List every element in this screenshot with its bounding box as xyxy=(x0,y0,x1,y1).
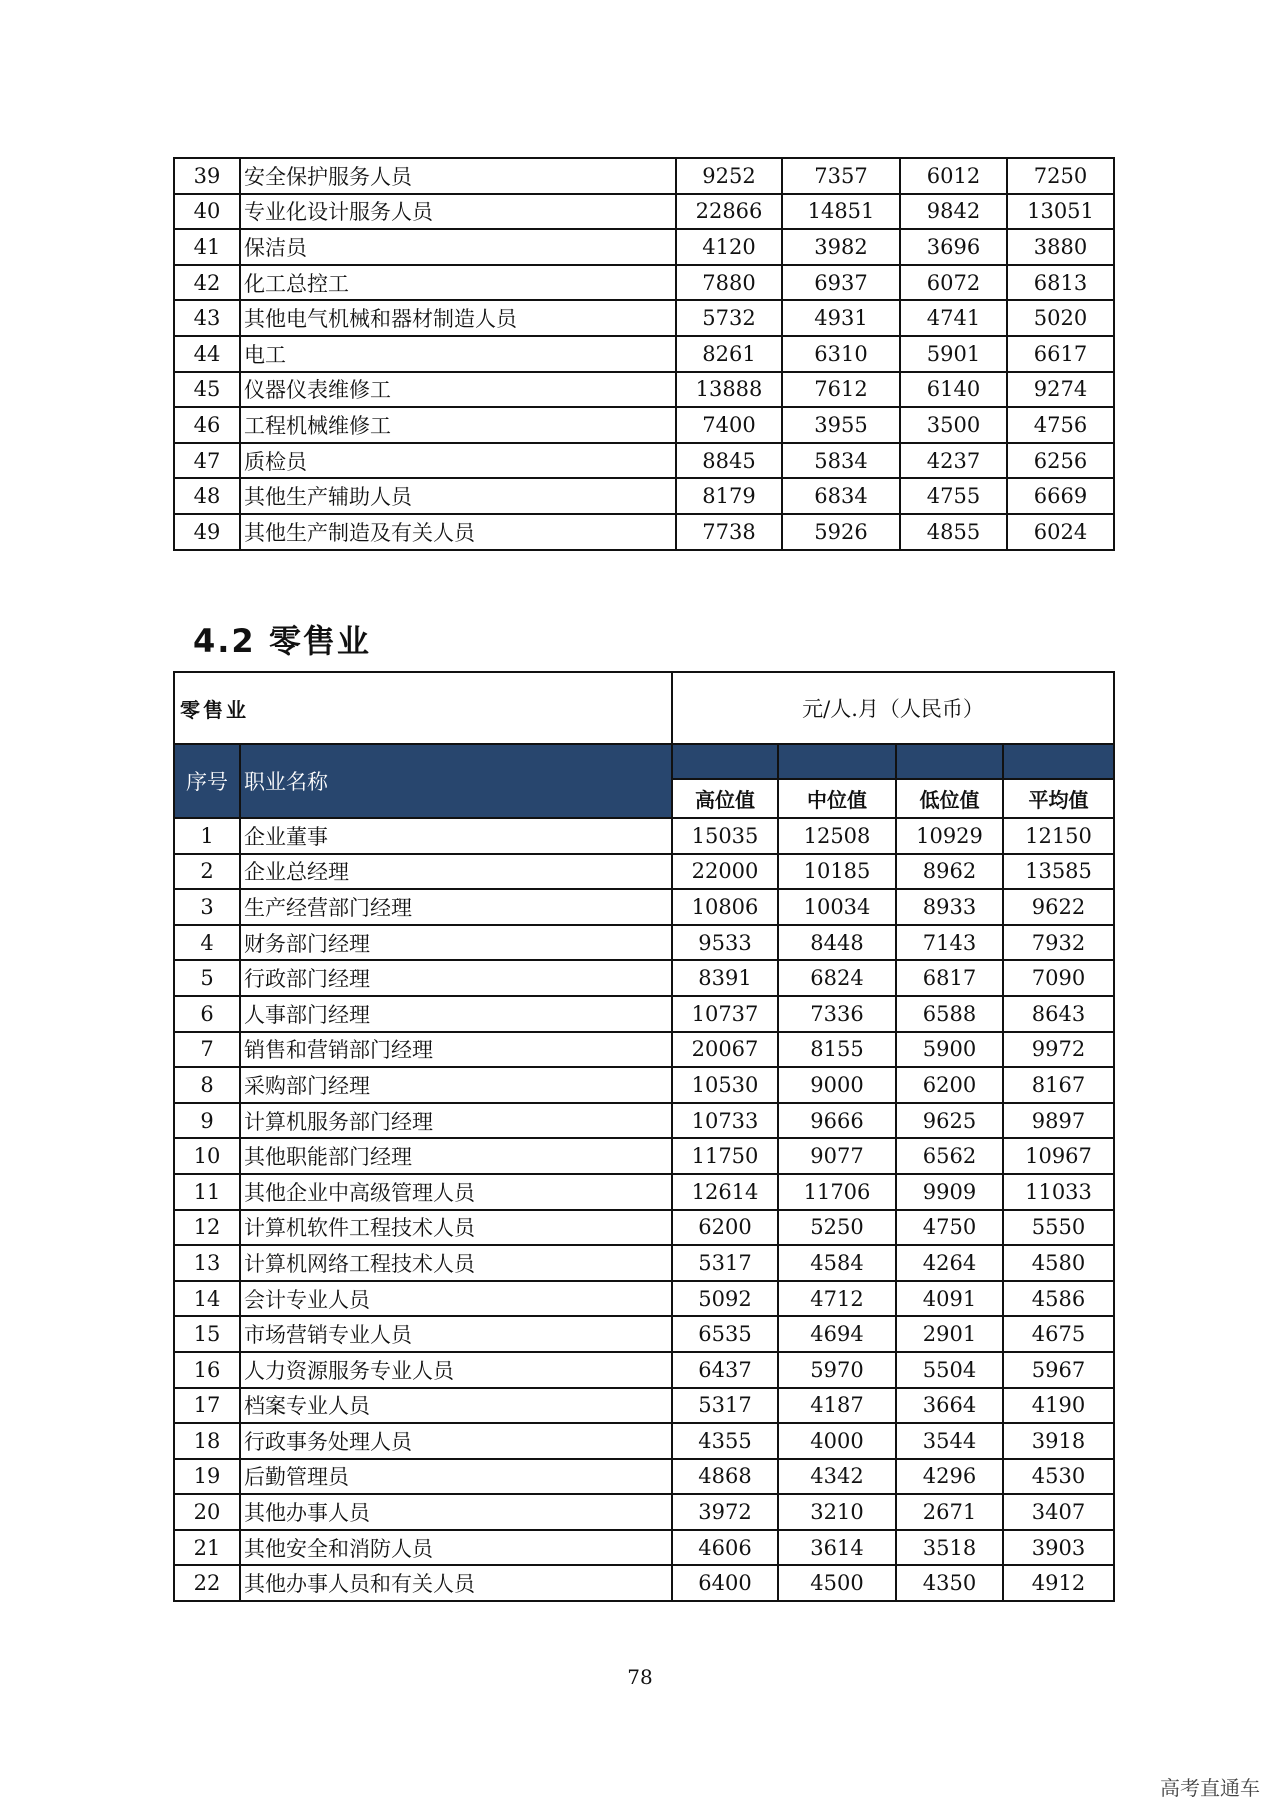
cell-high: 11750 xyxy=(672,1138,778,1174)
cell-mid: 4694 xyxy=(778,1316,896,1352)
cell-high: 8261 xyxy=(676,336,782,372)
table-row xyxy=(174,1388,1114,1424)
cell-occupation: 安全保护服务人员 xyxy=(240,158,676,194)
cell-mid: 6824 xyxy=(778,960,896,996)
cell-avg: 4756 xyxy=(1007,407,1114,443)
cell-occupation: 计算机服务部门经理 xyxy=(240,1103,672,1139)
cell-high: 10530 xyxy=(672,1067,778,1103)
column-header-mid: 中位值 xyxy=(778,779,896,818)
cell-avg: 6813 xyxy=(1007,265,1114,301)
table-row xyxy=(174,514,1114,550)
cell-avg: 7932 xyxy=(1003,925,1114,961)
cell-mid: 7357 xyxy=(782,158,900,194)
cell-high: 6437 xyxy=(672,1352,778,1388)
cell-index: 8 xyxy=(174,1067,240,1103)
cell-occupation: 计算机网络工程技术人员 xyxy=(240,1245,672,1281)
column-header-name: 职业名称 xyxy=(240,744,672,818)
cell-index: 13 xyxy=(174,1245,240,1281)
cell-high: 10733 xyxy=(672,1103,778,1139)
cell-low: 6562 xyxy=(896,1138,1003,1174)
cell-index: 48 xyxy=(174,478,240,514)
table-row xyxy=(174,1530,1114,1566)
watermark: 高考直通车 xyxy=(1160,1776,1260,1800)
table-row xyxy=(174,1316,1114,1352)
cell-low: 4750 xyxy=(896,1210,1003,1246)
table-row xyxy=(174,407,1114,443)
cell-index: 2 xyxy=(174,854,240,890)
cell-index: 45 xyxy=(174,372,240,408)
occupation-salary-table-continued xyxy=(173,157,1115,551)
cell-low: 4755 xyxy=(900,478,1007,514)
cell-mid: 4342 xyxy=(778,1459,896,1495)
cell-avg: 3407 xyxy=(1003,1494,1114,1530)
cell-low: 6588 xyxy=(896,996,1003,1032)
table-row xyxy=(174,1032,1114,1068)
cell-mid: 11706 xyxy=(778,1174,896,1210)
column-header-low: 低位值 xyxy=(896,779,1003,818)
cell-mid: 3982 xyxy=(782,229,900,265)
cell-occupation: 化工总控工 xyxy=(240,265,676,301)
cell-low: 3500 xyxy=(900,407,1007,443)
cell-high: 20067 xyxy=(672,1032,778,1068)
cell-high: 5317 xyxy=(672,1388,778,1424)
cell-low: 3696 xyxy=(900,229,1007,265)
cell-avg: 6669 xyxy=(1007,478,1114,514)
table-row xyxy=(174,854,1114,890)
table-row xyxy=(174,1067,1114,1103)
table-row xyxy=(174,1459,1114,1495)
cell-index: 5 xyxy=(174,960,240,996)
cell-occupation: 生产经营部门经理 xyxy=(240,889,672,925)
cell-avg: 8167 xyxy=(1003,1067,1114,1103)
cell-low: 3664 xyxy=(896,1388,1003,1424)
cell-low: 4091 xyxy=(896,1281,1003,1317)
unit-label: 元/人.月（人民币） xyxy=(672,672,1114,744)
table-row xyxy=(174,229,1114,265)
cell-avg: 5967 xyxy=(1003,1352,1114,1388)
cell-index: 1 xyxy=(174,818,240,854)
cell-avg: 11033 xyxy=(1003,1174,1114,1210)
cell-avg: 10967 xyxy=(1003,1138,1114,1174)
cell-index: 41 xyxy=(174,229,240,265)
cell-index: 47 xyxy=(174,443,240,479)
cell-avg: 13585 xyxy=(1003,854,1114,890)
cell-mid: 9666 xyxy=(778,1103,896,1139)
cell-mid: 9000 xyxy=(778,1067,896,1103)
cell-low: 10929 xyxy=(896,818,1003,854)
cell-mid: 9077 xyxy=(778,1138,896,1174)
table-row xyxy=(174,925,1114,961)
cell-high: 13888 xyxy=(676,372,782,408)
cell-avg: 12150 xyxy=(1003,818,1114,854)
cell-occupation: 市场营销专业人员 xyxy=(240,1316,672,1352)
cell-low: 4855 xyxy=(900,514,1007,550)
retail-salary-table xyxy=(173,671,1115,1602)
header-row-title xyxy=(174,672,1114,744)
cell-high: 22866 xyxy=(676,194,782,230)
cell-index: 22 xyxy=(174,1565,240,1601)
header-row-navy xyxy=(174,744,1114,779)
cell-high: 7738 xyxy=(676,514,782,550)
cell-mid: 10034 xyxy=(778,889,896,925)
cell-index: 49 xyxy=(174,514,240,550)
table-row xyxy=(174,372,1114,408)
cell-index: 20 xyxy=(174,1494,240,1530)
cell-mid: 4712 xyxy=(778,1281,896,1317)
cell-index: 3 xyxy=(174,889,240,925)
cell-low: 4350 xyxy=(896,1565,1003,1601)
cell-mid: 3955 xyxy=(782,407,900,443)
cell-avg: 5020 xyxy=(1007,300,1114,336)
cell-mid: 6937 xyxy=(782,265,900,301)
cell-occupation: 行政事务处理人员 xyxy=(240,1423,672,1459)
cell-low: 4741 xyxy=(900,300,1007,336)
cell-mid: 7336 xyxy=(778,996,896,1032)
cell-index: 43 xyxy=(174,300,240,336)
cell-occupation: 其他安全和消防人员 xyxy=(240,1530,672,1566)
cell-index: 15 xyxy=(174,1316,240,1352)
cell-low: 6817 xyxy=(896,960,1003,996)
cell-high: 5732 xyxy=(676,300,782,336)
cell-mid: 3614 xyxy=(778,1530,896,1566)
cell-low: 6012 xyxy=(900,158,1007,194)
cell-occupation: 其他生产辅助人员 xyxy=(240,478,676,514)
cell-high: 8179 xyxy=(676,478,782,514)
cell-avg: 4190 xyxy=(1003,1388,1114,1424)
cell-mid: 6834 xyxy=(782,478,900,514)
cell-high: 7880 xyxy=(676,265,782,301)
cell-low: 5901 xyxy=(900,336,1007,372)
cell-high: 10806 xyxy=(672,889,778,925)
table-row xyxy=(174,1138,1114,1174)
table-row xyxy=(174,300,1114,336)
cell-index: 4 xyxy=(174,925,240,961)
page-number: 78 xyxy=(627,1665,653,1689)
table-row xyxy=(174,1281,1114,1317)
table-row xyxy=(174,818,1114,854)
cell-occupation: 企业总经理 xyxy=(240,854,672,890)
header-band-cell xyxy=(778,744,896,779)
cell-occupation: 会计专业人员 xyxy=(240,1281,672,1317)
cell-low: 6072 xyxy=(900,265,1007,301)
cell-mid: 4000 xyxy=(778,1423,896,1459)
cell-high: 3972 xyxy=(672,1494,778,1530)
cell-avg: 4586 xyxy=(1003,1281,1114,1317)
cell-occupation: 仪器仪表维修工 xyxy=(240,372,676,408)
table-row xyxy=(174,265,1114,301)
cell-high: 6200 xyxy=(672,1210,778,1246)
cell-index: 10 xyxy=(174,1138,240,1174)
cell-low: 5504 xyxy=(896,1352,1003,1388)
cell-low: 3544 xyxy=(896,1423,1003,1459)
cell-occupation: 工程机械维修工 xyxy=(240,407,676,443)
cell-avg: 7250 xyxy=(1007,158,1114,194)
cell-high: 6400 xyxy=(672,1565,778,1601)
cell-high: 4868 xyxy=(672,1459,778,1495)
column-header-avg: 平均值 xyxy=(1003,779,1114,818)
cell-high: 7400 xyxy=(676,407,782,443)
cell-mid: 12508 xyxy=(778,818,896,854)
section-heading: 4.2 零售业 xyxy=(193,622,371,660)
cell-high: 4606 xyxy=(672,1530,778,1566)
cell-mid: 3210 xyxy=(778,1494,896,1530)
cell-low: 5900 xyxy=(896,1032,1003,1068)
table-row xyxy=(174,1245,1114,1281)
cell-mid: 4584 xyxy=(778,1245,896,1281)
cell-index: 21 xyxy=(174,1530,240,1566)
cell-low: 4296 xyxy=(896,1459,1003,1495)
cell-index: 14 xyxy=(174,1281,240,1317)
cell-index: 44 xyxy=(174,336,240,372)
cell-low: 2901 xyxy=(896,1316,1003,1352)
cell-occupation: 人力资源服务专业人员 xyxy=(240,1352,672,1388)
table-header xyxy=(174,672,1114,818)
cell-avg: 9972 xyxy=(1003,1032,1114,1068)
cell-high: 12614 xyxy=(672,1174,778,1210)
cell-index: 16 xyxy=(174,1352,240,1388)
cell-low: 4264 xyxy=(896,1245,1003,1281)
cell-occupation: 其他办事人员 xyxy=(240,1494,672,1530)
cell-avg: 3903 xyxy=(1003,1530,1114,1566)
cell-mid: 4187 xyxy=(778,1388,896,1424)
header-band-cell xyxy=(896,744,1003,779)
cell-occupation: 其他电气机械和器材制造人员 xyxy=(240,300,676,336)
table-row xyxy=(174,1352,1114,1388)
cell-avg: 6617 xyxy=(1007,336,1114,372)
cell-mid: 7612 xyxy=(782,372,900,408)
cell-avg: 8643 xyxy=(1003,996,1114,1032)
table-body xyxy=(174,158,1114,550)
cell-occupation: 人事部门经理 xyxy=(240,996,672,1032)
table-row xyxy=(174,1174,1114,1210)
cell-mid: 6310 xyxy=(782,336,900,372)
cell-index: 12 xyxy=(174,1210,240,1246)
cell-index: 19 xyxy=(174,1459,240,1495)
cell-high: 8391 xyxy=(672,960,778,996)
cell-occupation: 行政部门经理 xyxy=(240,960,672,996)
cell-index: 9 xyxy=(174,1103,240,1139)
table-row xyxy=(174,1423,1114,1459)
cell-occupation: 电工 xyxy=(240,336,676,372)
cell-low: 8933 xyxy=(896,889,1003,925)
cell-low: 7143 xyxy=(896,925,1003,961)
cell-occupation: 其他办事人员和有关人员 xyxy=(240,1565,672,1601)
cell-mid: 4931 xyxy=(782,300,900,336)
cell-high: 9533 xyxy=(672,925,778,961)
cell-occupation: 后勤管理员 xyxy=(240,1459,672,1495)
cell-avg: 9622 xyxy=(1003,889,1114,925)
cell-low: 6140 xyxy=(900,372,1007,408)
cell-avg: 4675 xyxy=(1003,1316,1114,1352)
cell-index: 40 xyxy=(174,194,240,230)
cell-high: 6535 xyxy=(672,1316,778,1352)
cell-index: 18 xyxy=(174,1423,240,1459)
table-row xyxy=(174,478,1114,514)
cell-occupation: 其他职能部门经理 xyxy=(240,1138,672,1174)
cell-low: 9909 xyxy=(896,1174,1003,1210)
cell-avg: 3918 xyxy=(1003,1423,1114,1459)
cell-low: 4237 xyxy=(900,443,1007,479)
table-row xyxy=(174,889,1114,925)
cell-low: 9842 xyxy=(900,194,1007,230)
cell-mid: 5926 xyxy=(782,514,900,550)
cell-low: 8962 xyxy=(896,854,1003,890)
table-row xyxy=(174,1103,1114,1139)
cell-mid: 5970 xyxy=(778,1352,896,1388)
cell-high: 5092 xyxy=(672,1281,778,1317)
cell-avg: 13051 xyxy=(1007,194,1114,230)
table-row xyxy=(174,336,1114,372)
cell-index: 6 xyxy=(174,996,240,1032)
table-row xyxy=(174,1565,1114,1601)
cell-mid: 8155 xyxy=(778,1032,896,1068)
table-row xyxy=(174,1210,1114,1246)
cell-occupation: 档案专业人员 xyxy=(240,1388,672,1424)
cell-low: 9625 xyxy=(896,1103,1003,1139)
cell-avg: 6024 xyxy=(1007,514,1114,550)
cell-low: 3518 xyxy=(896,1530,1003,1566)
table-row xyxy=(174,960,1114,996)
cell-avg: 4912 xyxy=(1003,1565,1114,1601)
table-row xyxy=(174,996,1114,1032)
cell-occupation: 其他企业中高级管理人员 xyxy=(240,1174,672,1210)
cell-mid: 8448 xyxy=(778,925,896,961)
cell-high: 15035 xyxy=(672,818,778,854)
cell-avg: 9897 xyxy=(1003,1103,1114,1139)
cell-mid: 5834 xyxy=(782,443,900,479)
cell-high: 5317 xyxy=(672,1245,778,1281)
table-row xyxy=(174,1494,1114,1530)
cell-avg: 6256 xyxy=(1007,443,1114,479)
table-row xyxy=(174,158,1114,194)
table-body xyxy=(174,818,1114,1601)
cell-occupation: 销售和营销部门经理 xyxy=(240,1032,672,1068)
cell-high: 9252 xyxy=(676,158,782,194)
cell-index: 39 xyxy=(174,158,240,194)
cell-index: 11 xyxy=(174,1174,240,1210)
cell-avg: 3880 xyxy=(1007,229,1114,265)
cell-avg: 5550 xyxy=(1003,1210,1114,1246)
cell-index: 17 xyxy=(174,1388,240,1424)
cell-occupation: 采购部门经理 xyxy=(240,1067,672,1103)
cell-high: 22000 xyxy=(672,854,778,890)
cell-mid: 4500 xyxy=(778,1565,896,1601)
cell-occupation: 专业化设计服务人员 xyxy=(240,194,676,230)
cell-high: 8845 xyxy=(676,443,782,479)
cell-mid: 10185 xyxy=(778,854,896,890)
table-title: 零售业 xyxy=(174,672,672,744)
column-header-high: 高位值 xyxy=(672,779,778,818)
cell-index: 46 xyxy=(174,407,240,443)
cell-occupation: 其他生产制造及有关人员 xyxy=(240,514,676,550)
cell-occupation: 财务部门经理 xyxy=(240,925,672,961)
cell-avg: 4530 xyxy=(1003,1459,1114,1495)
cell-low: 6200 xyxy=(896,1067,1003,1103)
cell-index: 7 xyxy=(174,1032,240,1068)
cell-avg: 4580 xyxy=(1003,1245,1114,1281)
cell-low: 2671 xyxy=(896,1494,1003,1530)
cell-mid: 14851 xyxy=(782,194,900,230)
header-band-cell xyxy=(1003,744,1114,779)
table-row xyxy=(174,194,1114,230)
column-header-index: 序号 xyxy=(174,744,240,818)
cell-index: 42 xyxy=(174,265,240,301)
cell-avg: 9274 xyxy=(1007,372,1114,408)
cell-avg: 7090 xyxy=(1003,960,1114,996)
cell-high: 10737 xyxy=(672,996,778,1032)
cell-occupation: 质检员 xyxy=(240,443,676,479)
cell-occupation: 计算机软件工程技术人员 xyxy=(240,1210,672,1246)
cell-mid: 5250 xyxy=(778,1210,896,1246)
cell-high: 4120 xyxy=(676,229,782,265)
cell-high: 4355 xyxy=(672,1423,778,1459)
header-band-cell xyxy=(672,744,778,779)
cell-occupation: 保洁员 xyxy=(240,229,676,265)
table-row xyxy=(174,443,1114,479)
cell-occupation: 企业董事 xyxy=(240,818,672,854)
